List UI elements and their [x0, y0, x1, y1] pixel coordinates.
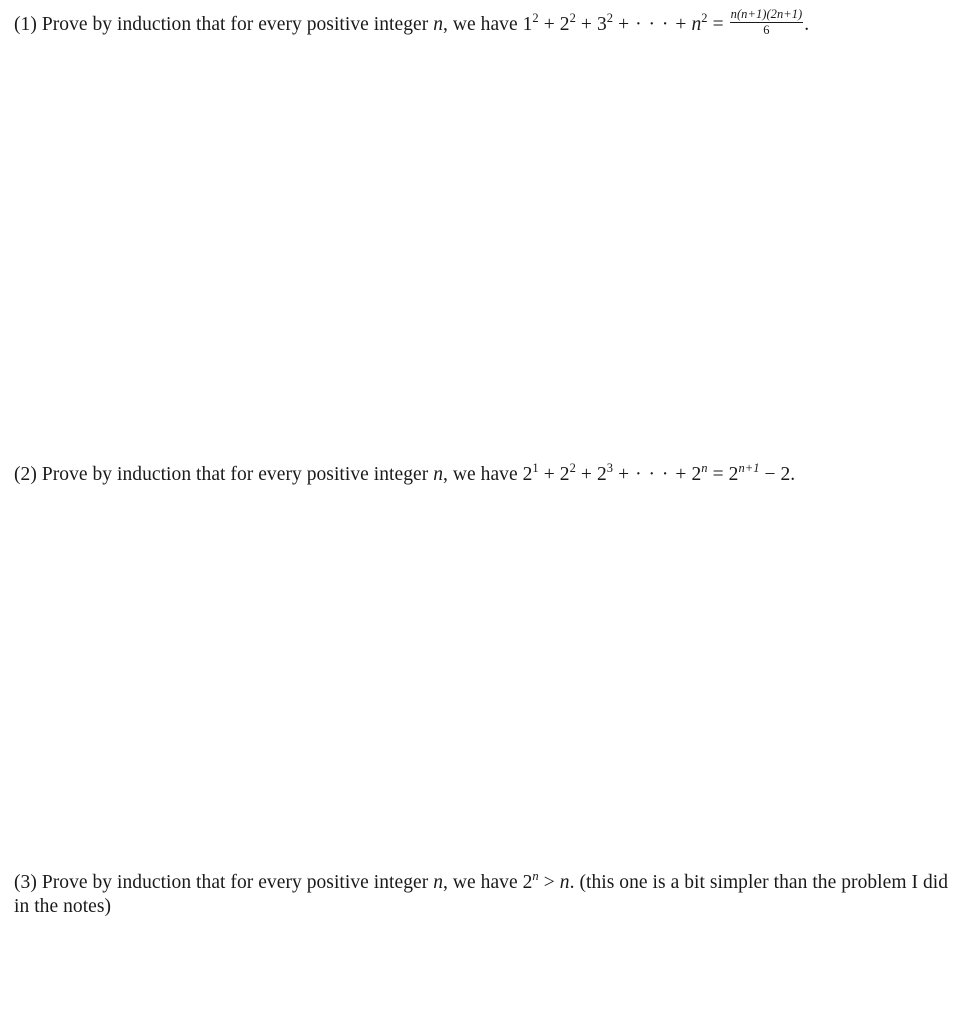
inequality-formula: $2^n > n$. [522, 869, 575, 893]
problem-label: (2) [14, 464, 37, 485]
sum-of-squares-formula: $1^2 + 2^2 + 3^2$ + · · · + $n^2$ = $\frac{n(n+1)(2n+1)}{6}$ . [522, 7, 810, 37]
variable-n: n [433, 464, 444, 485]
problem-label: (3) [14, 872, 37, 893]
variable-n: n [433, 13, 444, 35]
problem-text: Prove by induction that for every positive integer [41, 464, 429, 485]
problem-2 [14, 463, 953, 487]
fraction-denominator: 6 [763, 23, 770, 37]
problem-note: (this one is a bit simpler than the problem I did in the notes) [14, 872, 949, 917]
variable-n: n [433, 872, 444, 893]
problem-text-mid: , we have [443, 13, 518, 35]
problem-3 [14, 871, 953, 919]
problem-text: Prove by induction that for every positive integer [41, 13, 429, 35]
fraction [730, 8, 804, 37]
problem-text-mid: , we have [443, 464, 518, 485]
fraction-numerator: n(n+1)(2n+1) [730, 7, 803, 21]
problem-text-mid: , we have [443, 872, 518, 893]
problem-label: (1) [14, 13, 37, 35]
geometric-sum-formula: $2^1 + 2^2 + 2^3$ + · · · + $2^n = 2^{n+1} - 2$. [522, 461, 796, 485]
problem-text: Prove by induction that for every positive integer [41, 872, 429, 893]
problem-1 [14, 7, 953, 40]
